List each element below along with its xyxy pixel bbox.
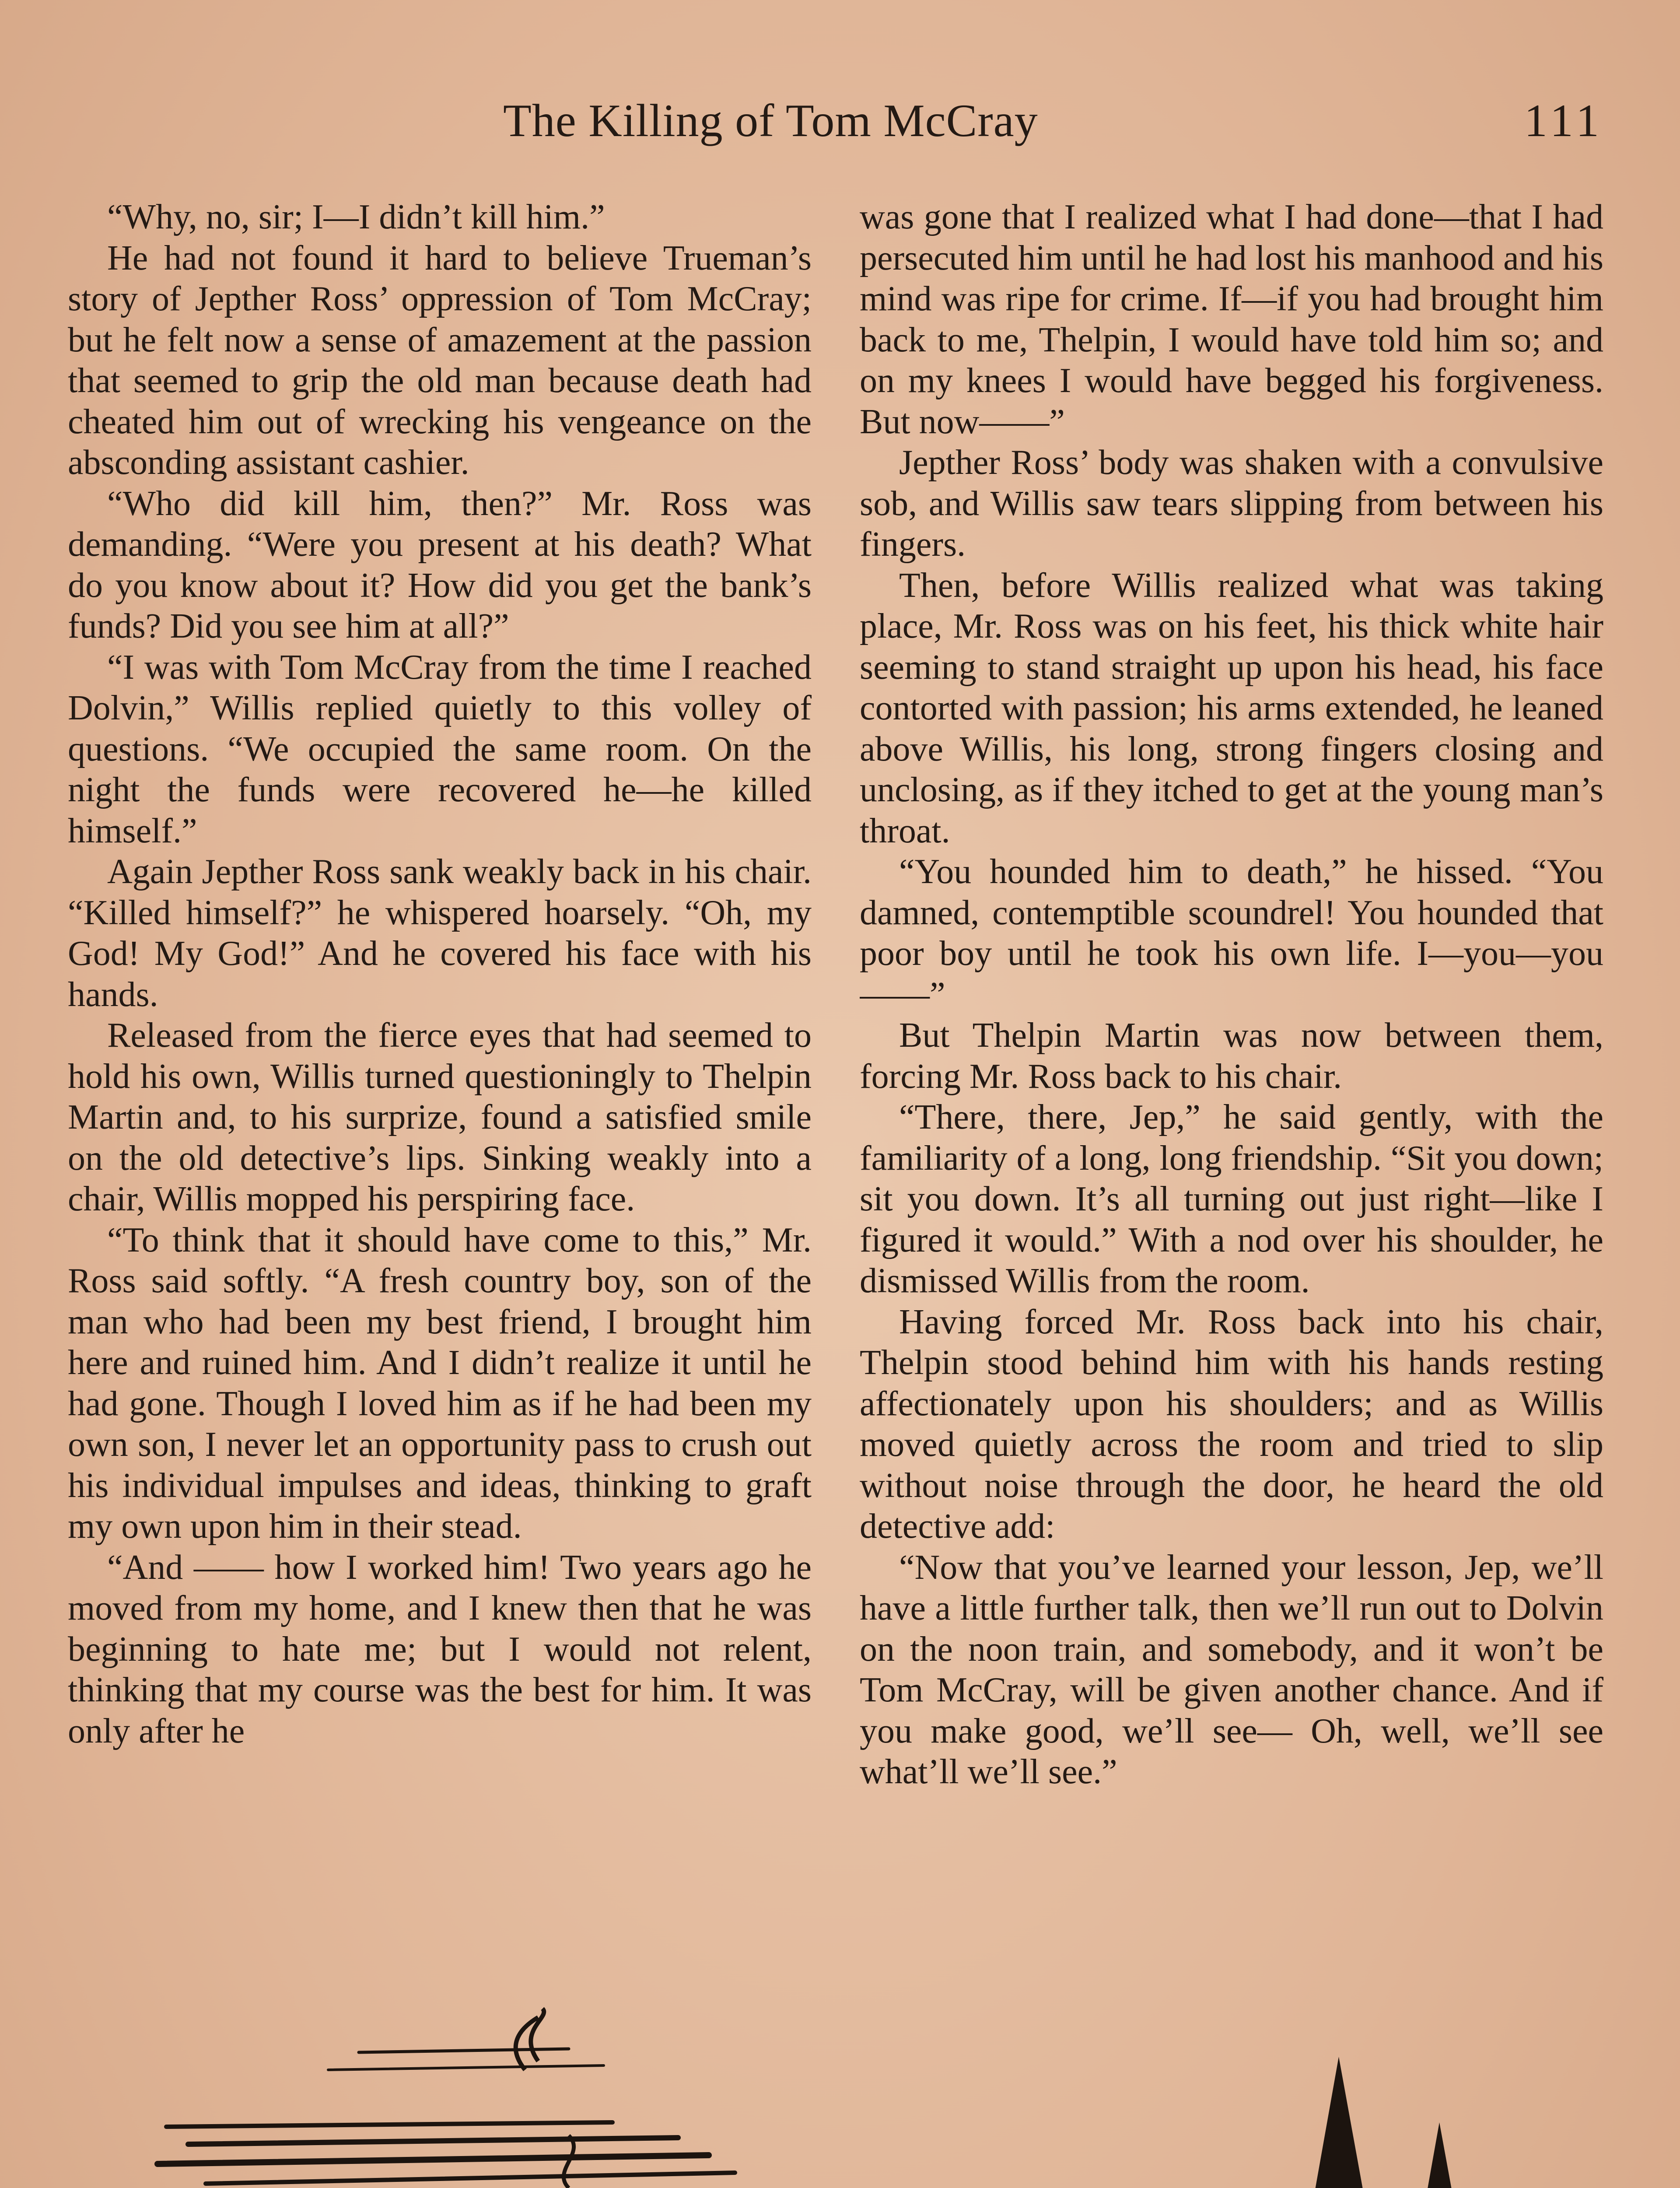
paragraph: Then, before Willis realized what was taking place, Mr. Ross was on his feet, his thick white hair seeming to stand straight up upon his head, his face contorted with passion; his arms extended, he leaned above Willis, his long, strong fingers closing and unclosing, as if they itched to get at the young man’s throat. — [860, 566, 1603, 850]
running-title: The Killing of Tom McCray — [503, 95, 1038, 146]
page-header — [0, 94, 1680, 155]
paragraph: “Who did kill him, then?” Mr. Ross was demanding. “Were you present at his death? What do you know about it? How did you get the bank’s funds? Did you see him at all?” — [68, 484, 812, 645]
paragraph: Jepther Ross’ body was shaken with a convulsive sob, and Willis saw tears slipping from between his fingers. — [860, 443, 1603, 564]
paragraph: Having forced Mr. Ross back into his chair, Thelpin stood behind him with his hands resting affectionately upon his shoulders; and as Willis moved quietly across the room and tried to slip without noise through the door, he heard the old detective add: — [860, 1302, 1603, 1546]
paragraph: “And —— how I worked him! Two years ago he moved from my home, and I knew then that he was beginning to hate me; but I would not relent, thinking that my course was the best for him. It was only after he — [68, 1548, 812, 1750]
paragraph: He had not found it hard to believe Trueman’s story of Jepther Ross’ oppression of Tom McCray; but he felt now a sense of amazement at the passion that seemed to grip the old man because death had cheated him out of wrecking his vengeance on the absconding assistant cashier. — [68, 238, 812, 482]
sky-hatching — [158, 2049, 770, 2188]
paragraph: Again Jepther Ross sank weakly back in his chair. “Killed himself?” he whispered hoarsely. “Oh, my God! My God!” And he covered his face with his hands. — [68, 852, 812, 1014]
paragraph: “Now that you’ve learned your lesson, Jep, we’ll have a little further talk, then we’ll run out to Dolvin on the noon train, and somebody, and it won’t be Tom McCray, will be given another chance. And if you make good, we’ll see— Oh, well, we’ll see what’ll we’ll see.” — [860, 1548, 1603, 1791]
paragraph: Released from the fierce eyes that had seemed to hold his own, Willis turned questioningly to Thelpin Martin and, to his surprize, found a satisfied smile on the old detective’s lips. Sinking weakly into a chair, Willis mopped his perspiring face. — [68, 1016, 812, 1218]
paragraph: “I was with Tom McCray from the time I reached Dolvin,” Willis replied quietly to this volley of questions. “We occupied the same room. On the night the funds were recovered he—he killed himself.” — [68, 648, 812, 850]
snowy-cabin-illustration — [131, 2004, 1619, 2188]
paragraph: “There, there, Jep,” he said gently, with the familiarity of a long, long friendship. “Sit you down; sit you down. It’s all turning out just right—like I figured it would.” With a nod over his shoulder, he dismissed Willis from the room. — [860, 1098, 1603, 1300]
pine-trees — [1155, 2057, 1566, 2188]
paragraph: was gone that I realized what I had done—that I had persecuted him until he had lost his manhood and his mind was ripe for crime. If—if you had brought him back to me, Thelpin, I would have told him so; and on my knees I would have begged his forgiveness. But now——” — [860, 198, 1603, 441]
page-number: 111 — [1524, 95, 1603, 146]
paragraph: But Thelpin Martin was now between them, forcing Mr. Ross back to his chair. — [860, 1016, 1603, 1096]
paragraph: “Why, no, sir; I—I didn’t kill him.” — [107, 198, 605, 236]
right-text-column — [860, 197, 1603, 1947]
left-text-column — [68, 197, 812, 1947]
paragraph: “To think that it should have come to this,” Mr. Ross said softly. “A fresh country boy, son of the man who had been my best friend, I brought him here and ruined him. And I didn’t realize it until he had gone. Though I loved him as if he had been my own son, I never let an opportunity pass to crush out his individual impulses and ideas, thinking to graft my own upon him in their stead. — [68, 1220, 812, 1546]
paragraph: “You hounded him to death,” he hissed. “You damned, contemptible scoundrel! You hounded that poor boy until he took his own life. I—you—you——” — [860, 852, 1603, 1014]
